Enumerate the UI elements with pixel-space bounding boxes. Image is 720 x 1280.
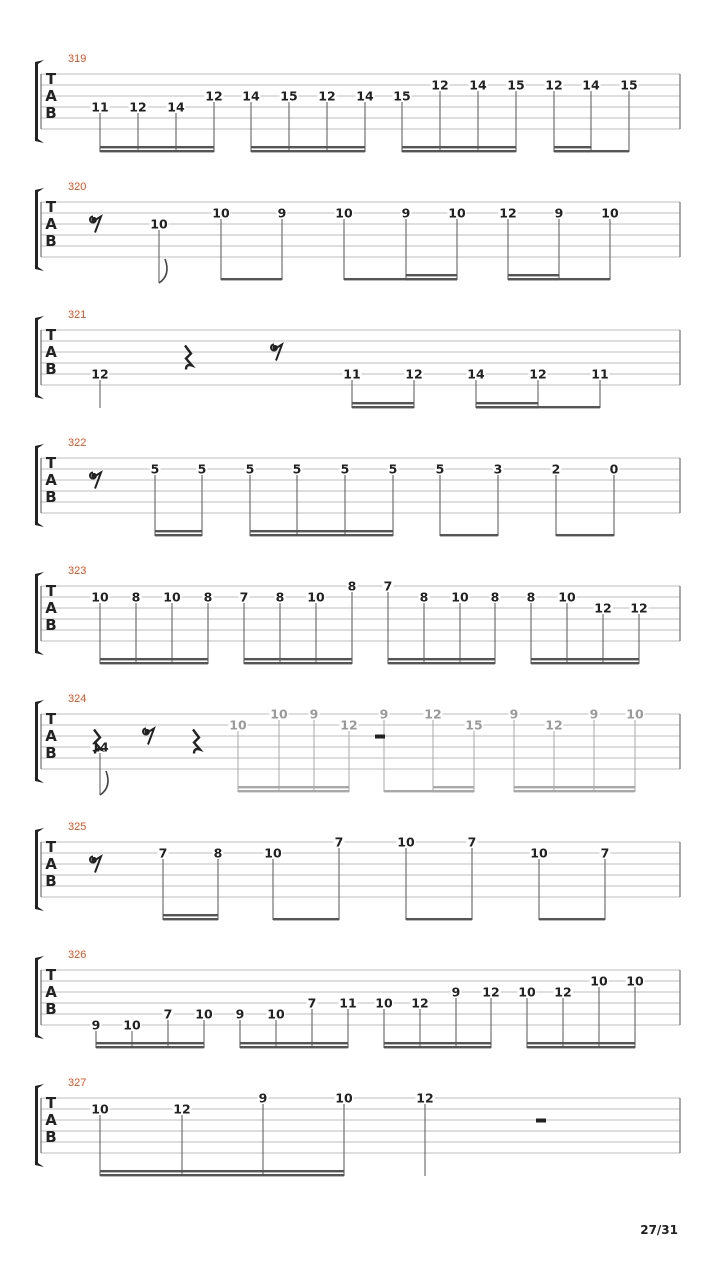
tab-clef-letter: B <box>45 1000 57 1018</box>
fret-number: 7 <box>467 834 477 850</box>
fret-number: 2 <box>551 461 561 477</box>
eighth-rest-dot <box>91 217 96 222</box>
measure-number: 325 <box>68 821 87 833</box>
tab-clef-letter: B <box>45 1128 57 1146</box>
fret-number: 9 <box>91 1017 101 1033</box>
beam <box>554 150 591 152</box>
beam <box>402 146 516 148</box>
tab-clef-letter: T <box>45 70 57 88</box>
note-flag <box>159 259 167 283</box>
measure-number: 326 <box>68 949 87 961</box>
fret-number: 9 <box>401 205 411 221</box>
fret-number: 10 <box>195 1006 213 1022</box>
fret-number: 15 <box>507 77 525 93</box>
system-bracket <box>35 572 44 655</box>
fret-number: 12 <box>91 366 109 382</box>
measure-number: 322 <box>68 437 87 449</box>
fret-number: 8 <box>131 589 141 605</box>
beam <box>273 918 339 920</box>
beam <box>238 786 349 788</box>
fret-number: 8 <box>526 589 536 605</box>
fret-number: 5 <box>245 461 255 477</box>
beam <box>531 658 639 660</box>
beam <box>476 406 538 408</box>
fret-number: 5 <box>435 461 445 477</box>
fret-number: 10 <box>451 589 469 605</box>
fret-number: 12 <box>424 706 442 722</box>
beam <box>384 1042 491 1044</box>
note-flag <box>100 771 108 795</box>
beam <box>352 402 414 404</box>
fret-number: 8 <box>213 845 223 861</box>
beam <box>508 274 559 276</box>
tab-clef-letter: T <box>45 326 57 344</box>
fret-number: 14 <box>582 77 600 93</box>
fret-number: 5 <box>197 461 207 477</box>
fret-number: 8 <box>419 589 429 605</box>
fret-number: 5 <box>340 461 350 477</box>
tab-clef-letter: T <box>45 198 57 216</box>
tab-clef-letter: B <box>45 616 57 634</box>
fret-number: 7 <box>383 578 393 594</box>
beam <box>556 534 614 536</box>
half-rest <box>375 735 385 739</box>
fret-number: 3 <box>493 461 503 477</box>
beam <box>155 530 202 532</box>
beam <box>352 406 414 408</box>
beam <box>100 150 214 152</box>
beam <box>244 662 352 664</box>
fret-number: 12 <box>173 1101 191 1117</box>
tab-system <box>35 181 680 283</box>
fret-number: 12 <box>205 88 223 104</box>
tab-clef-letter: T <box>45 454 57 472</box>
fret-number: 9 <box>554 205 564 221</box>
beam <box>250 534 393 536</box>
beam <box>100 658 208 660</box>
measure-number: 324 <box>68 693 87 705</box>
fret-number: 11 <box>91 99 109 115</box>
tab-clef-letter: T <box>45 966 57 984</box>
fret-number: 12 <box>416 1090 434 1106</box>
tab-clef-letter: A <box>45 87 57 105</box>
quarter-rest <box>185 346 192 370</box>
tab-system <box>35 309 680 408</box>
system-bracket <box>35 1084 44 1167</box>
beam <box>508 278 559 280</box>
fret-number: 9 <box>589 706 599 722</box>
beam <box>251 150 365 152</box>
fret-number: 10 <box>626 706 644 722</box>
tab-system <box>35 437 680 536</box>
system-bracket <box>35 828 44 911</box>
fret-number: 11 <box>339 995 357 1011</box>
beam <box>221 278 282 280</box>
tab-system <box>35 1077 680 1176</box>
fret-number: 15 <box>620 77 638 93</box>
tab-system <box>35 565 680 664</box>
fret-number: 10 <box>267 1006 285 1022</box>
tab-clef-letter: B <box>45 872 57 890</box>
fret-number: 12 <box>340 717 358 733</box>
tab-clef-letter: A <box>45 599 57 617</box>
tab-system <box>35 693 680 795</box>
beam <box>388 658 495 660</box>
fret-number: 10 <box>163 589 181 605</box>
beam <box>163 918 218 920</box>
beam <box>527 1042 635 1044</box>
fret-number: 7 <box>239 589 249 605</box>
fret-number: 10 <box>212 205 230 221</box>
beam <box>96 1042 204 1044</box>
fret-number: 10 <box>448 205 466 221</box>
fret-number: 12 <box>594 600 612 616</box>
tab-clef-letter: B <box>45 360 57 378</box>
fret-number: 10 <box>626 973 644 989</box>
tab-clef-letter: A <box>45 215 57 233</box>
measure-number: 327 <box>68 1077 87 1089</box>
beam <box>100 1174 344 1176</box>
fret-number: 10 <box>270 706 288 722</box>
tab-clef-letter: A <box>45 983 57 1001</box>
tab-clef-letter: A <box>45 343 57 361</box>
beam <box>384 1046 491 1048</box>
fret-number: 5 <box>292 461 302 477</box>
tab-clef-letter: T <box>45 710 57 728</box>
tab-system <box>35 949 680 1048</box>
fret-number: 14 <box>242 88 260 104</box>
fret-number: 10 <box>307 589 325 605</box>
fret-number: 12 <box>129 99 147 115</box>
beam <box>238 790 349 792</box>
beam <box>440 534 498 536</box>
tab-clef-letter: A <box>45 855 57 873</box>
half-rest <box>536 1119 546 1123</box>
eighth-rest-dot <box>144 729 149 734</box>
fret-number: 7 <box>158 845 168 861</box>
beam <box>514 786 635 788</box>
fret-number: 8 <box>347 578 357 594</box>
tab-system <box>35 53 680 152</box>
fret-number: 12 <box>545 717 563 733</box>
eighth-rest-dot <box>272 345 277 350</box>
fret-number: 8 <box>275 589 285 605</box>
fret-number: 8 <box>490 589 500 605</box>
fret-number: 7 <box>334 834 344 850</box>
beam <box>250 530 393 532</box>
fret-number: 12 <box>499 205 517 221</box>
beam <box>406 274 457 276</box>
fret-number: 12 <box>554 984 572 1000</box>
fret-number: 14 <box>167 99 185 115</box>
beam <box>539 918 605 920</box>
system-bracket <box>35 60 44 143</box>
tab-clef-letter: B <box>45 104 57 122</box>
system-bracket <box>35 956 44 1039</box>
beam <box>96 1046 204 1048</box>
tab-system <box>35 821 680 920</box>
fret-number: 10 <box>397 834 415 850</box>
beam <box>433 790 474 792</box>
fret-number: 14 <box>467 366 485 382</box>
fret-number: 15 <box>280 88 298 104</box>
beam <box>406 918 472 920</box>
fret-number: 12 <box>411 995 429 1011</box>
quarter-rest <box>193 730 200 754</box>
beam <box>388 662 495 664</box>
fret-number: 12 <box>405 366 423 382</box>
beam <box>100 146 214 148</box>
fret-number: 12 <box>482 984 500 1000</box>
measure-number: 319 <box>68 53 87 65</box>
measure-number: 321 <box>68 309 87 321</box>
measure-number: 320 <box>68 181 87 193</box>
tab-clef-letter: T <box>45 1094 57 1112</box>
fret-number: 14 <box>469 77 487 93</box>
fret-number: 11 <box>343 366 361 382</box>
eighth-rest-dot <box>91 857 96 862</box>
beam <box>554 146 591 148</box>
system-bracket <box>35 700 44 783</box>
fret-number: 7 <box>163 1006 173 1022</box>
beam <box>244 658 352 660</box>
fret-number: 5 <box>388 461 398 477</box>
fret-number: 14 <box>356 88 374 104</box>
fret-number: 9 <box>235 1006 245 1022</box>
fret-number: 7 <box>307 995 317 1011</box>
page-number: 27/31 <box>640 1223 678 1237</box>
beam <box>100 1170 344 1172</box>
tab-clef-letter: T <box>45 582 57 600</box>
fret-number: 12 <box>431 77 449 93</box>
fret-number: 10 <box>590 973 608 989</box>
fret-number: 12 <box>529 366 547 382</box>
fret-number: 5 <box>150 461 160 477</box>
fret-number: 10 <box>558 589 576 605</box>
fret-number: 9 <box>277 205 287 221</box>
fret-number: 10 <box>335 1090 353 1106</box>
beam <box>163 914 218 916</box>
fret-number: 9 <box>258 1090 268 1106</box>
fret-number: 9 <box>309 706 319 722</box>
beam <box>240 1046 348 1048</box>
fret-number: 0 <box>609 461 619 477</box>
beam <box>100 662 208 664</box>
fret-number: 15 <box>465 717 483 733</box>
fret-number: 10 <box>518 984 536 1000</box>
fret-number: 15 <box>393 88 411 104</box>
fret-number: 10 <box>229 717 247 733</box>
fret-number: 10 <box>375 995 393 1011</box>
tab-clef-letter: A <box>45 727 57 745</box>
tab-clef-letter: B <box>45 232 57 250</box>
fret-number: 9 <box>379 706 389 722</box>
fret-number: 14 <box>91 739 109 755</box>
fret-number: 9 <box>451 984 461 1000</box>
system-bracket <box>35 188 44 271</box>
fret-number: 10 <box>264 845 282 861</box>
beam <box>251 146 365 148</box>
beam <box>531 662 639 664</box>
fret-number: 7 <box>600 845 610 861</box>
fret-number: 10 <box>123 1017 141 1033</box>
tab-clef-letter: A <box>45 471 57 489</box>
fret-number: 10 <box>91 589 109 605</box>
measure-number: 323 <box>68 565 87 577</box>
fret-number: 12 <box>545 77 563 93</box>
tab-clef-letter: B <box>45 744 57 762</box>
fret-number: 10 <box>150 216 168 232</box>
beam <box>527 1046 635 1048</box>
fret-number: 10 <box>335 205 353 221</box>
beam <box>406 278 457 280</box>
fret-number: 11 <box>591 366 609 382</box>
beam <box>240 1042 348 1044</box>
eighth-rest-dot <box>91 473 96 478</box>
fret-number: 10 <box>91 1101 109 1117</box>
beam <box>476 402 538 404</box>
beam <box>433 786 474 788</box>
beam <box>402 150 516 152</box>
tab-clef-letter: A <box>45 1111 57 1129</box>
fret-number: 10 <box>530 845 548 861</box>
beam <box>155 534 202 536</box>
tab-clef-letter: B <box>45 488 57 506</box>
fret-number: 8 <box>203 589 213 605</box>
system-bracket <box>35 444 44 527</box>
beam <box>514 790 635 792</box>
fret-number: 9 <box>509 706 519 722</box>
tab-clef-letter: T <box>45 838 57 856</box>
fret-number: 12 <box>630 600 648 616</box>
fret-number: 12 <box>318 88 336 104</box>
system-bracket <box>35 316 44 399</box>
fret-number: 10 <box>601 205 619 221</box>
